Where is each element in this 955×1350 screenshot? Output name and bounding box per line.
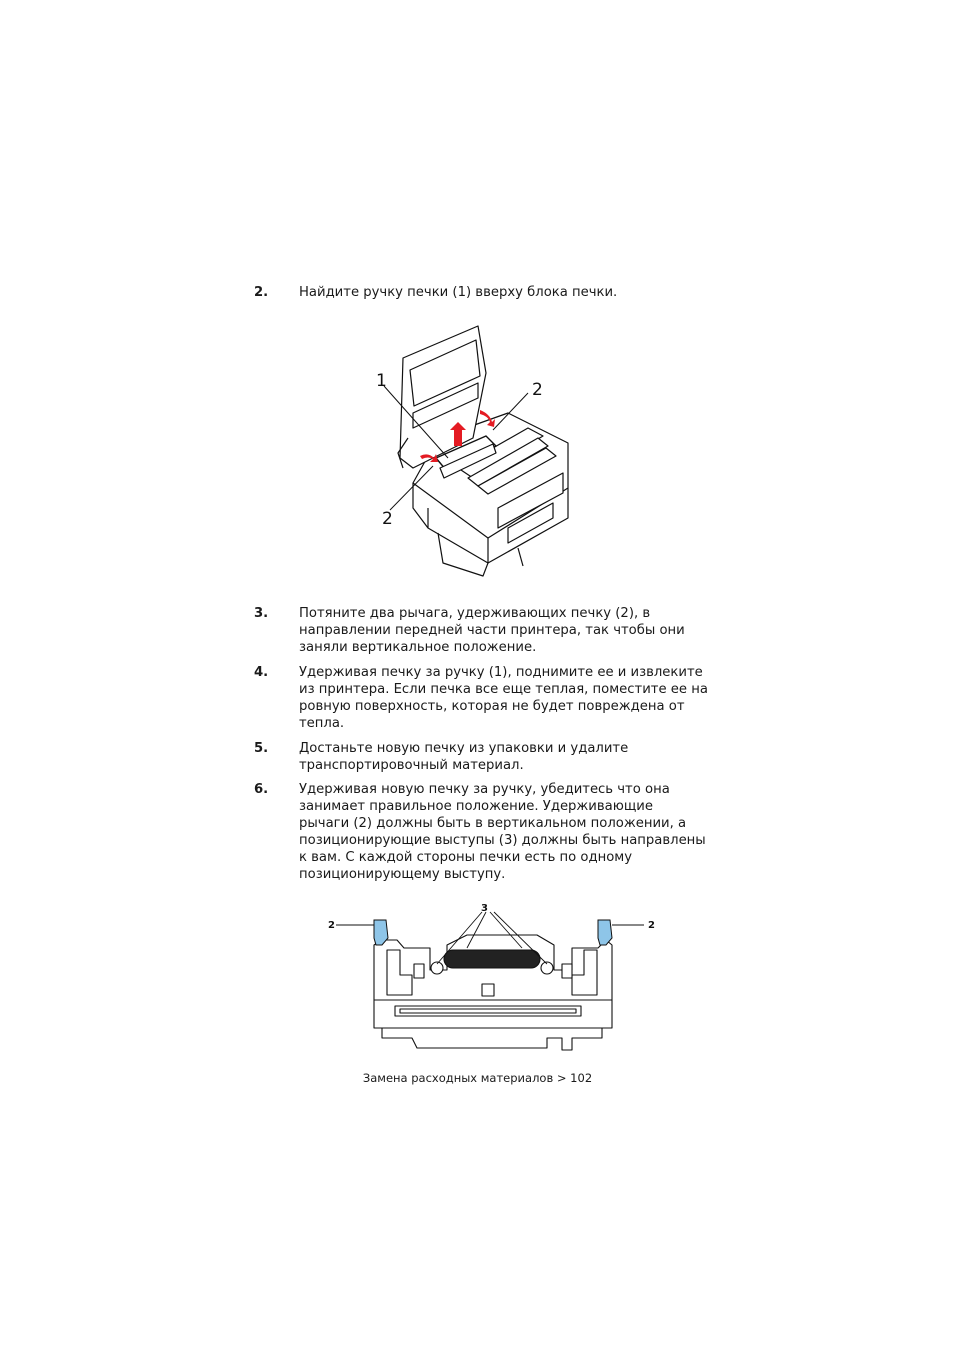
callout-2-left: 2	[328, 920, 335, 931]
step-number: 3.	[254, 606, 269, 621]
step-text: Удерживая новую печку за ручку, убедитесь что она занимает правильное положение. Удерживающие рычаги (2) должны быть в вертикальном положении, а позиционирующие выступы (3) должны быть направлены к вам. С каждой стороны печки есть по одному позиционирующему выступу.	[299, 782, 706, 882]
callout-2-right: 2	[648, 920, 655, 931]
step-number: 2.	[254, 285, 269, 300]
step-text: Найдите ручку печки (1) вверху блока печки.	[299, 285, 618, 300]
step-number: 4.	[254, 665, 269, 680]
lever-right	[598, 920, 612, 945]
fuser-unit-illustration	[322, 900, 662, 1060]
step-text: Удерживая печку за ручку (1), поднимите ее и извлеките из принтера. Если печка все еще теплая, поместите ее на ровную поверхность, которая не будет повреждена от тепла.	[299, 665, 708, 731]
callout-1: 1	[376, 371, 387, 391]
step-number: 6.	[254, 782, 269, 797]
page-footer: Замена расходных материалов > 102	[362, 1071, 593, 1085]
printer-fuser-illustration	[368, 318, 578, 580]
step-text: Достаньте новую печку из упаковки и удалите транспортировочный материал.	[299, 741, 629, 773]
callout-2-bottom: 2	[382, 509, 393, 529]
step-number: 5.	[254, 741, 269, 756]
callout-3: 3	[481, 903, 488, 914]
callout-2-top: 2	[532, 380, 543, 400]
step-text: Потяните два рычага, удерживающих печку (2), в направлении передней части принтера, так чтобы они заняли вертикальное положение.	[299, 606, 685, 655]
